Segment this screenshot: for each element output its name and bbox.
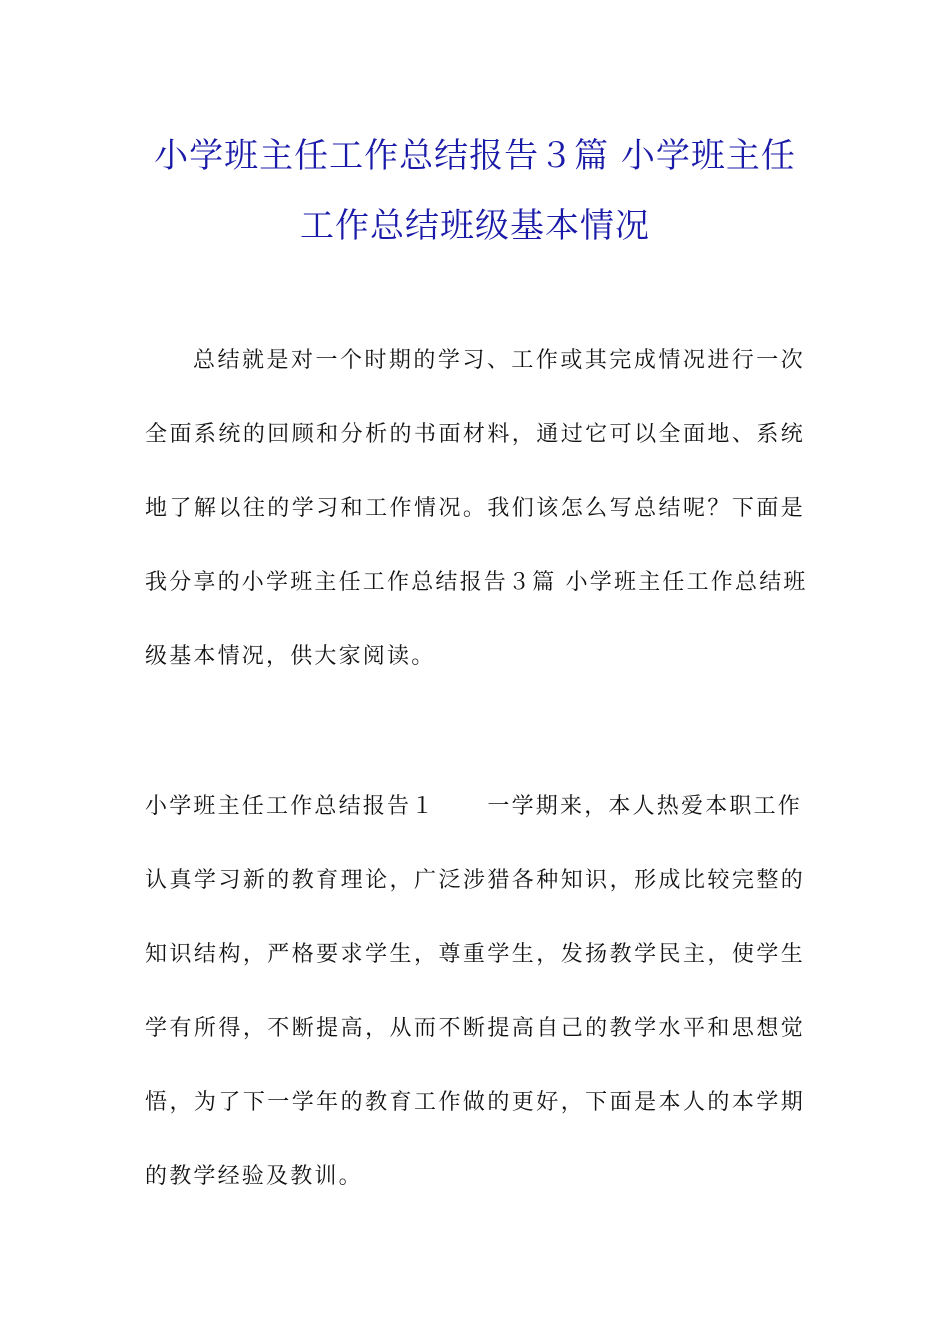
body-line-1: 认真学习新的教育理论，广泛涉猎各种知识，形成比较完整的: [145, 868, 805, 893]
section-first-line: [145, 792, 805, 822]
section-first-text: 一学期来，本人热爱本职工作: [487, 794, 803, 819]
intro-line-2: 全面系统的回顾和分析的书面材料，通过它可以全面地、系统: [145, 422, 805, 447]
intro-line-1: 总结就是对一个时期的学习、工作或其完成情况进行一次: [193, 348, 805, 373]
intro-line-5: 级基本情况，供大家阅读。: [145, 644, 436, 669]
body-line-2: 知识结构，严格要求学生，尊重学生，发扬教学民主，使学生: [145, 942, 805, 967]
body-line-5: 的教学经验及教训。: [145, 1164, 363, 1189]
body-line-3: 学有所得，不断提高，从而不断提高自己的教学水平和思想觉: [145, 1016, 805, 1041]
intro-line-4: 我分享的小学班主任工作总结报告３篇 小学班主任工作总结班: [145, 570, 808, 595]
body-line-4: 悟，为了下一学年的教育工作做的更好，下面是本人的本学期: [145, 1090, 805, 1115]
intro-line-3: 地了解以往的学习和工作情况。我们该怎么写总结呢？下面是: [145, 496, 805, 521]
document-title-line-1: 小学班主任工作总结报告３篇 小学班主任: [154, 136, 796, 176]
section-heading: 小学班主任工作总结报告１: [145, 794, 436, 819]
document-title-line-2: 工作总结班级基本情况: [300, 206, 650, 246]
